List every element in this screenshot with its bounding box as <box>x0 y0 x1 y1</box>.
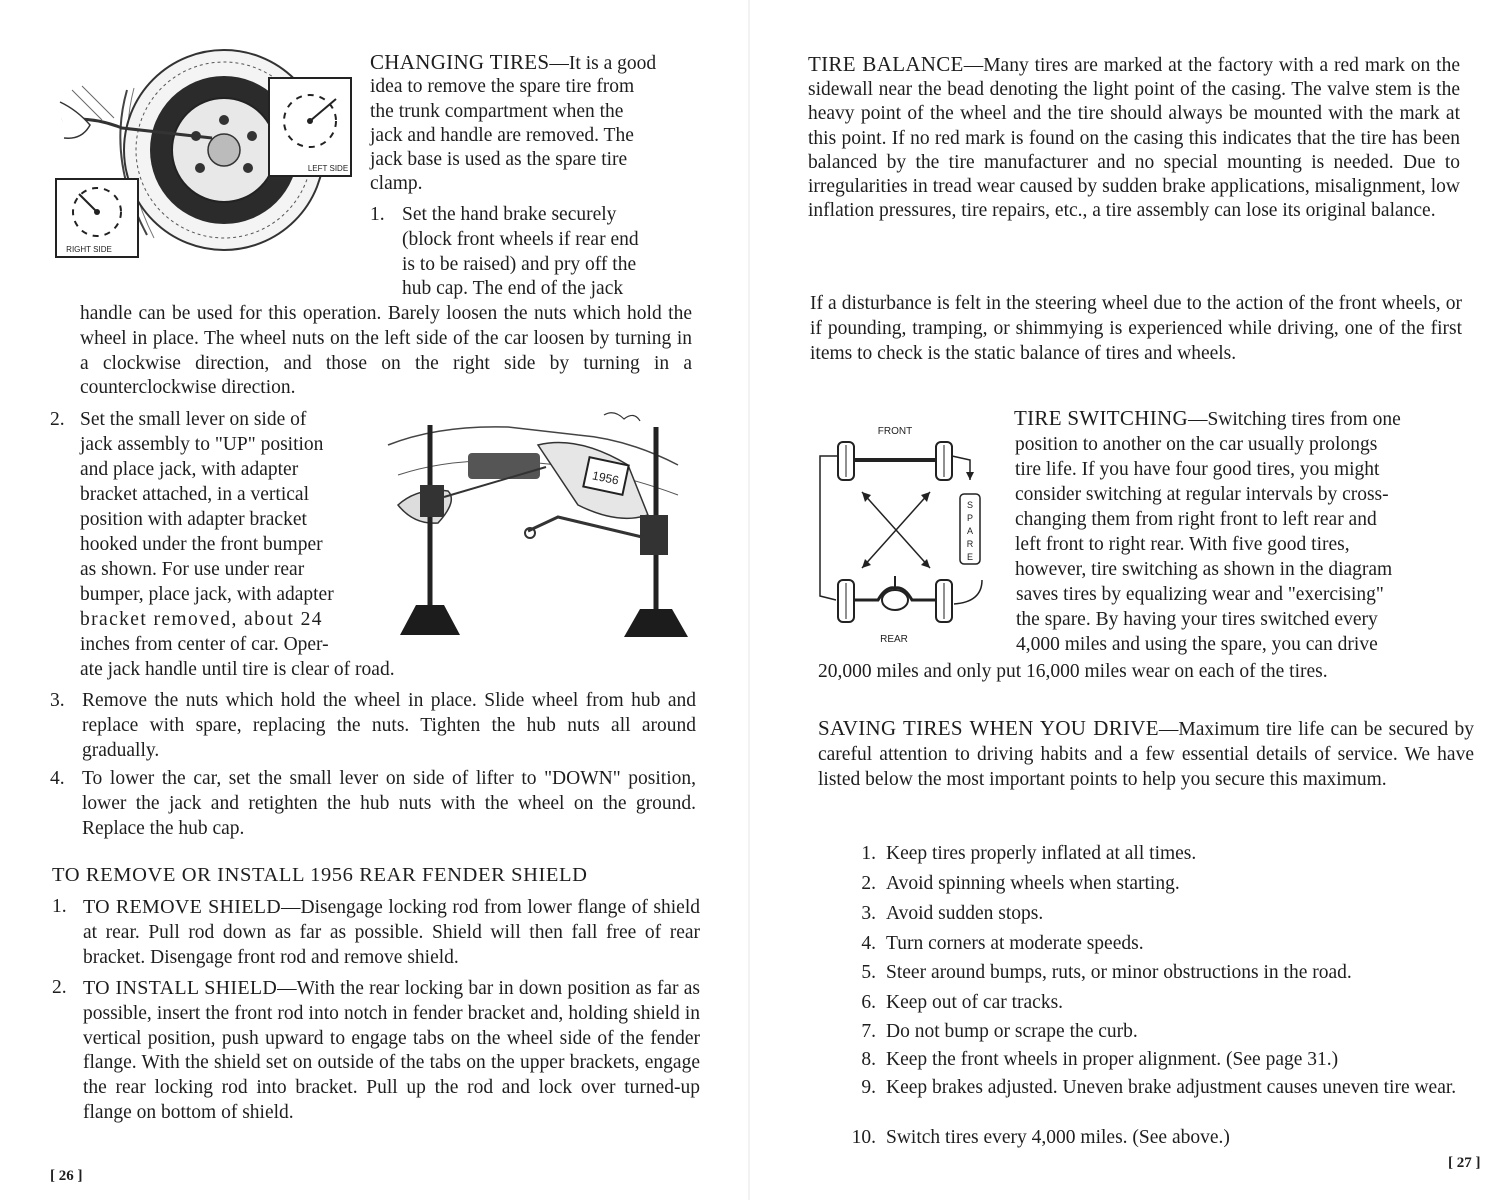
saving-tip-2-number: 2. <box>861 873 876 894</box>
spare-letter-s: S <box>966 500 974 510</box>
step-2-line-9: bracket removed, about 24 <box>80 609 323 630</box>
step-2-continued: ate jack handle until tire is clear of road. <box>80 659 395 680</box>
tire-switching-line-3: tire life. If you have four good tires, you might <box>1015 459 1380 480</box>
step-2-line-6: hooked under the front bumper <box>80 534 323 555</box>
changing-tires-intro-6: clamp. <box>370 173 423 194</box>
right-side-label: RIGHT SIDE <box>66 245 112 254</box>
step-2-line-3: and place jack, with adapter <box>80 459 299 480</box>
front-label: FRONT <box>877 426 913 437</box>
jack-illustration <box>378 405 700 651</box>
install-shield-heading: TO INSTALL SHIELD <box>83 977 278 999</box>
saving-tip-8 <box>842 1048 1338 1072</box>
tire-switching-line-7: however, tire switching as shown in the diagram <box>1015 559 1393 580</box>
remove-shield-step <box>52 895 702 970</box>
changing-tires-heading: CHANGING TIRES <box>370 50 550 74</box>
step-2-line-5: position with adapter bracket <box>80 509 307 530</box>
saving-tip-4-number: 4. <box>861 933 876 954</box>
saving-tip-1-text: Keep tires properly inflated at all times. <box>886 843 1197 864</box>
right-page <box>750 0 1500 1200</box>
saving-tip-9-text: Keep brakes adjusted. Uneven brake adjustment causes uneven tire wear. <box>886 1077 1457 1098</box>
tire-switching-line-6: left front to right rear. With five good tires, <box>1015 534 1350 555</box>
saving-tip-7-text: Do not bump or scrape the curb. <box>886 1021 1138 1042</box>
step-2-line-8: bumper, place jack, with adapter <box>80 584 334 605</box>
step-2-line-2: jack assembly to "UP" position <box>80 434 324 455</box>
tire-switching-line-9: the spare. By having your tires switched every <box>1016 609 1378 630</box>
tire-switching-line-2: position to another on the car usually prolongs <box>1015 434 1378 455</box>
saving-tip-8-number: 8. <box>861 1049 876 1070</box>
tire-balance-paragraph-2: If a disturbance is felt in the steering wheel due to the action of the front wheels, or if pounding, tramping, or shimmying is experienced while driving, one of the first items to check is the static balance of tires and wheels. <box>810 293 1462 364</box>
step-2-line-7: as shown. For use under rear <box>80 559 305 580</box>
saving-tires-text: —Maximum tire life can be secured by careful attention to driving habits and a few essential details of service. We have listed below the most important points to help you secure this maximum. <box>818 719 1474 790</box>
saving-tip-10-text: Switch tires every 4,000 miles. (See above.) <box>886 1127 1230 1148</box>
tire-switching-line-8: saves tires by equalizing wear and "exercising" <box>1016 584 1384 605</box>
spare-letter-e: E <box>966 552 974 562</box>
saving-tip-10-number: 10. <box>851 1127 876 1148</box>
step-1-line-3: is to be raised) and pry off the <box>402 254 637 275</box>
step-3 <box>50 689 700 764</box>
remove-shield-text: —Disengage locking rod from lower flange of shield at rear. Pull rod down as far as possible. Shield will then fall free of rear bracket. Disengage front rod and remove shield. <box>83 897 700 968</box>
step-1-line-1: Set the hand brake securely <box>402 204 617 225</box>
saving-tip-7-number: 7. <box>861 1021 876 1042</box>
install-shield-body <box>83 976 700 1126</box>
remove-shield-number: 1. <box>52 896 67 917</box>
saving-tip-8-text: Keep the front wheels in proper alignment. (See page 31.) <box>886 1049 1339 1070</box>
step-2-number: 2. <box>50 409 65 430</box>
step-4-number: 4. <box>50 768 65 789</box>
changing-tires-intro-5: jack base is used as the spare tire <box>370 149 628 170</box>
saving-tip-9-number: 9. <box>861 1077 876 1098</box>
tire-switching-diagram <box>806 416 996 648</box>
changing-tires-intro-3: the trunk compartment when the <box>370 101 624 122</box>
fender-shield-heading: TO REMOVE OR INSTALL 1956 REAR FENDER SHIELD <box>52 864 588 886</box>
rear-label: REAR <box>880 634 908 645</box>
tire-balance-text: —Many tires are marked at the factory with a red mark on the sidewall near the bead denoting the light point of the casing. The valve stem is the heavy point of the wheel and the tire should always be mounted with the mark at this point. If no red mark is found on the casing this indicates that the tire has been balanced by the tire manufacturer and no special mounting is needed. Due to irregularities in tread wear caused by sudden brake applications, misalignment, low inflation pressures, tire repairs, etc., a tire assembly can lose its original balance. <box>808 55 1460 222</box>
step-4 <box>50 767 700 842</box>
saving-tip-5-number: 5. <box>861 962 876 983</box>
left-side-label: LEFT SIDE <box>307 164 349 173</box>
install-shield-text: —With the rear locking bar in down position as far as possible, insert the front rod into notch in fender bracket and, holding shield in vertical position, push upward to engage tabs on the wheel side of the fender flange. With the shield set on outside of the tabs on the upper brackets, engage the rear locking rod into bracket. Pull up the rod and lock over turned-up flange on bottom of shield. <box>83 978 700 1123</box>
step-2-line-4: bracket attached, in a vertical <box>80 484 309 505</box>
step-2-line-1: Set the small lever on side of <box>80 409 307 430</box>
tire-switching-heading: TIRE SWITCHING <box>1014 406 1188 430</box>
remove-shield-body <box>83 895 700 970</box>
spare-letter-r: R <box>966 539 974 549</box>
changing-tires-line-1 <box>370 50 656 77</box>
saving-tip-1-number: 1. <box>861 843 876 864</box>
step-3-text: Remove the nuts which hold the wheel in place. Slide wheel from hub and replace with spare, replacing the nuts. Tighten the hub nuts all around gradually. <box>82 690 696 761</box>
saving-tip-3 <box>842 902 1043 926</box>
changing-tires-intro-1: —It is a good <box>549 53 657 74</box>
step-1-line-4: hub cap. The end of the jack <box>402 278 624 299</box>
saving-tip-2 <box>842 872 1180 896</box>
saving-tip-2-text: Avoid spinning wheels when starting. <box>886 873 1180 894</box>
step-1-continued: handle can be used for this operation. Barely loosen the nuts which hold the wheel in place. The wheel nuts on the left side of the car loosen by turning in a clockwise direction, and those on the right side by turning in a counterclockwise direction. <box>80 303 692 399</box>
tire-switching-line-1 <box>1014 406 1401 433</box>
page-number-27: [ 27 ] <box>1448 1155 1481 1171</box>
left-side-inset-diagram <box>268 77 352 177</box>
tire-switching-line-4: consider switching at regular intervals by cross- <box>1015 484 1389 505</box>
saving-tip-1 <box>842 842 1196 866</box>
saving-tip-6-number: 6. <box>861 992 876 1013</box>
saving-tip-4 <box>842 932 1144 956</box>
saving-tip-3-text: Avoid sudden stops. <box>886 903 1044 924</box>
saving-tires-heading: SAVING TIRES WHEN YOU DRIVE <box>818 716 1159 740</box>
saving-tip-3-number: 3. <box>861 903 876 924</box>
spare-letter-p: P <box>966 513 974 523</box>
saving-tip-6-text: Keep out of car tracks. <box>886 992 1064 1013</box>
saving-tip-5 <box>842 961 1352 985</box>
changing-tires-intro-4: jack and handle are removed. The <box>370 125 634 146</box>
tire-switching-continued: 20,000 miles and only put 16,000 miles wear on each of the tires. <box>818 661 1328 682</box>
step-1-number: 1. <box>370 204 385 225</box>
license-plate-text: 1956 <box>591 468 621 488</box>
saving-tip-5-text: Steer around bumps, ruts, or minor obstructions in the road. <box>886 962 1352 983</box>
step-4-text: To lower the car, set the small lever on side of lifter to "DOWN" position, lower the jack and retighten the hub nuts with the wheel on the ground. Replace the hub cap. <box>82 768 696 839</box>
step-3-number: 3. <box>50 690 65 711</box>
right-side-inset-diagram <box>55 178 139 258</box>
changing-tires-intro-2: idea to remove the spare tire from <box>370 76 635 97</box>
tire-switching-line-10: 4,000 miles and using the spare, you can drive <box>1016 634 1378 655</box>
tire-balance-heading: TIRE BALANCE <box>808 52 964 76</box>
saving-tip-6 <box>842 991 1063 1015</box>
saving-tip-7 <box>842 1020 1138 1044</box>
step-1-line-2: (block front wheels if rear end <box>402 229 639 250</box>
saving-tip-10 <box>842 1126 1230 1150</box>
saving-tip-4-text: Turn corners at moderate speeds. <box>886 933 1144 954</box>
install-shield-number: 2. <box>52 977 67 998</box>
tire-balance-paragraph <box>808 52 1460 223</box>
install-shield-step <box>52 976 702 1151</box>
tire-switching-line-1-text: —Switching tires from one <box>1187 409 1401 430</box>
saving-tires-paragraph <box>818 716 1474 792</box>
step-2-line-10: inches from center of car. Oper- <box>80 634 329 655</box>
page-number-26: [ 26 ] <box>50 1168 83 1184</box>
spare-letter-a: A <box>966 526 974 536</box>
tire-switching-line-5: changing them from right front to left rear and <box>1015 509 1377 530</box>
remove-shield-heading: TO REMOVE SHIELD <box>83 896 281 918</box>
